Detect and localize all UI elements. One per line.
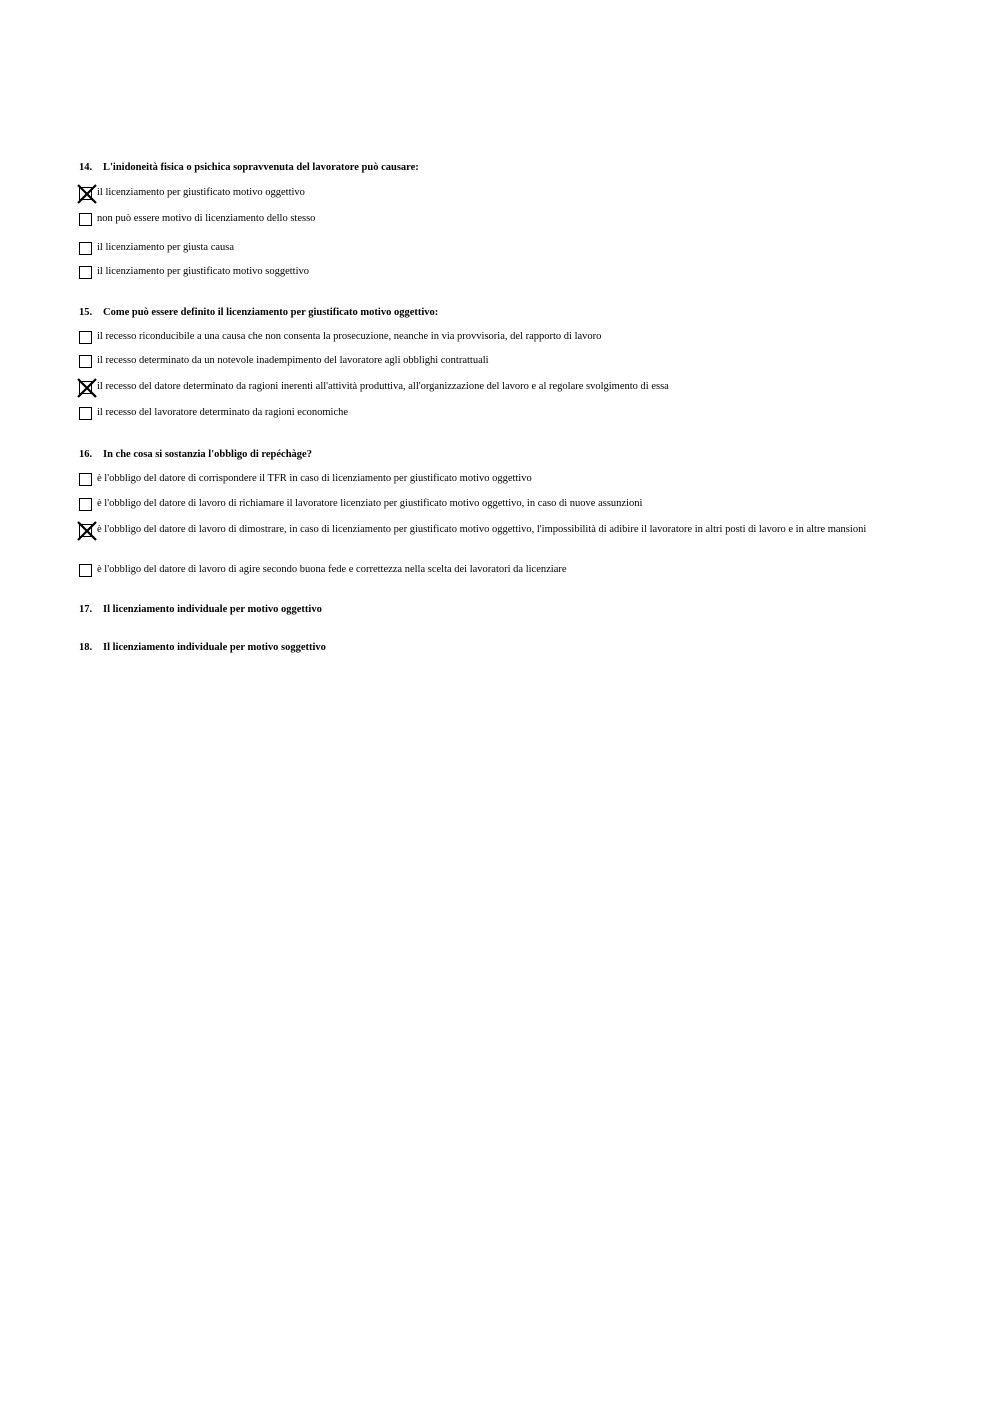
answer-list-15a — [79, 330, 939, 344]
question-text: In che cosa si sostanzia l'obbligo di repéchàge? — [103, 449, 312, 460]
answer-text: è l'obbligo del datore di lavoro di richiamare il lavoratore licenziato per giustificato motivo oggettivo, in caso di nuove assunzioni — [97, 498, 643, 509]
question-title — [79, 603, 939, 616]
answer-list-14d — [79, 265, 939, 279]
checkbox-icon[interactable] — [79, 498, 92, 511]
answer-list-14b — [79, 212, 939, 226]
answer-text: il recesso del datore determinato da ragioni inerenti all'attività produttiva, all'organizzazione del lavoro e al regolare svolgimento di essa — [97, 381, 669, 392]
answer-list-14c — [79, 241, 939, 255]
checkbox-icon[interactable] — [79, 473, 92, 486]
answer-option[interactable] — [79, 354, 939, 368]
question-14 — [79, 161, 939, 174]
question-title — [79, 306, 939, 319]
question-text: L'inidoneità fisica o psichica sopravvenuta del lavoratore può causare: — [103, 162, 419, 173]
question-title — [79, 448, 939, 461]
answer-option[interactable] — [79, 265, 939, 279]
answer-list-16a — [79, 472, 939, 486]
checkbox-icon[interactable] — [79, 266, 92, 279]
answer-list-15b — [79, 354, 939, 368]
answer-option[interactable] — [79, 212, 939, 226]
checkbox-icon[interactable] — [79, 213, 92, 226]
checkbox-icon[interactable] — [79, 242, 92, 255]
checkbox-icon[interactable] — [79, 407, 92, 420]
question-number: 15. — [79, 307, 93, 318]
answer-list-16b — [79, 497, 939, 511]
question-15 — [79, 306, 939, 319]
checkbox-checked-icon[interactable] — [79, 524, 92, 537]
question-text: Il licenziamento individuale per motivo soggettivo — [103, 642, 326, 653]
answer-option[interactable] — [79, 330, 939, 344]
answer-list-15d — [79, 406, 939, 420]
answer-option[interactable] — [79, 563, 939, 577]
answer-option[interactable] — [79, 497, 939, 511]
question-text: Come può essere definito il licenziamento per giustificato motivo oggettivo: — [103, 307, 439, 318]
answer-text: non può essere motivo di licenziamento dello stesso — [97, 213, 316, 224]
answer-text: è l'obbligo del datore di corrispondere il TFR in caso di licenziamento per giustificato motivo oggettivo — [97, 473, 532, 484]
answer-text: il licenziamento per giustificato motivo soggettivo — [97, 266, 309, 277]
answer-text: il recesso determinato da un notevole inadempimento del lavoratore agli obblighi contrattuali — [97, 355, 489, 366]
checkbox-checked-icon[interactable] — [79, 381, 92, 394]
checkbox-icon[interactable] — [79, 564, 92, 577]
answer-option[interactable] — [79, 241, 939, 255]
question-18 — [79, 641, 939, 654]
answer-list-15c — [79, 380, 939, 394]
answer-option[interactable] — [79, 186, 939, 200]
answer-text: il licenziamento per giusta causa — [97, 242, 235, 253]
question-number: 16. — [79, 449, 93, 460]
answer-option[interactable] — [79, 406, 939, 420]
checkbox-checked-icon[interactable] — [79, 187, 92, 200]
answer-text: il recesso riconducibile a una causa che non consenta la prosecuzione, neanche in via provvisoria, del rapporto di lavoro — [97, 331, 602, 342]
answer-text: il licenziamento per giustificato motivo oggettivo — [97, 187, 305, 198]
answer-option[interactable] — [79, 380, 939, 394]
answer-option[interactable] — [79, 523, 914, 537]
answer-text: il recesso del lavoratore determinato da ragioni economiche — [97, 407, 349, 418]
question-text: Il licenziamento individuale per motivo oggettivo — [103, 604, 322, 615]
answer-option[interactable] — [79, 472, 939, 486]
answer-list-14 — [79, 186, 939, 200]
question-16 — [79, 448, 939, 461]
checkbox-icon[interactable] — [79, 355, 92, 368]
question-17 — [79, 603, 939, 616]
checkbox-icon[interactable] — [79, 331, 92, 344]
question-title — [79, 641, 939, 654]
question-title — [79, 161, 939, 174]
question-number: 18. — [79, 642, 93, 653]
question-number: 14. — [79, 162, 93, 173]
answer-text: è l'obbligo del datore di lavoro di dimostrare, in caso di licenziamento per giustificato motivo oggettivo, l'impossibilità di adibire il lavoratore in altri posti di lavoro e in altre mansioni — [97, 524, 867, 535]
answer-list-16d — [79, 563, 939, 577]
answer-text: è l'obbligo del datore di lavoro di agire secondo buona fede e correttezza nella scelta dei lavoratori da licenziare — [97, 564, 567, 575]
question-number: 17. — [79, 604, 93, 615]
answer-list-16c — [79, 523, 914, 537]
